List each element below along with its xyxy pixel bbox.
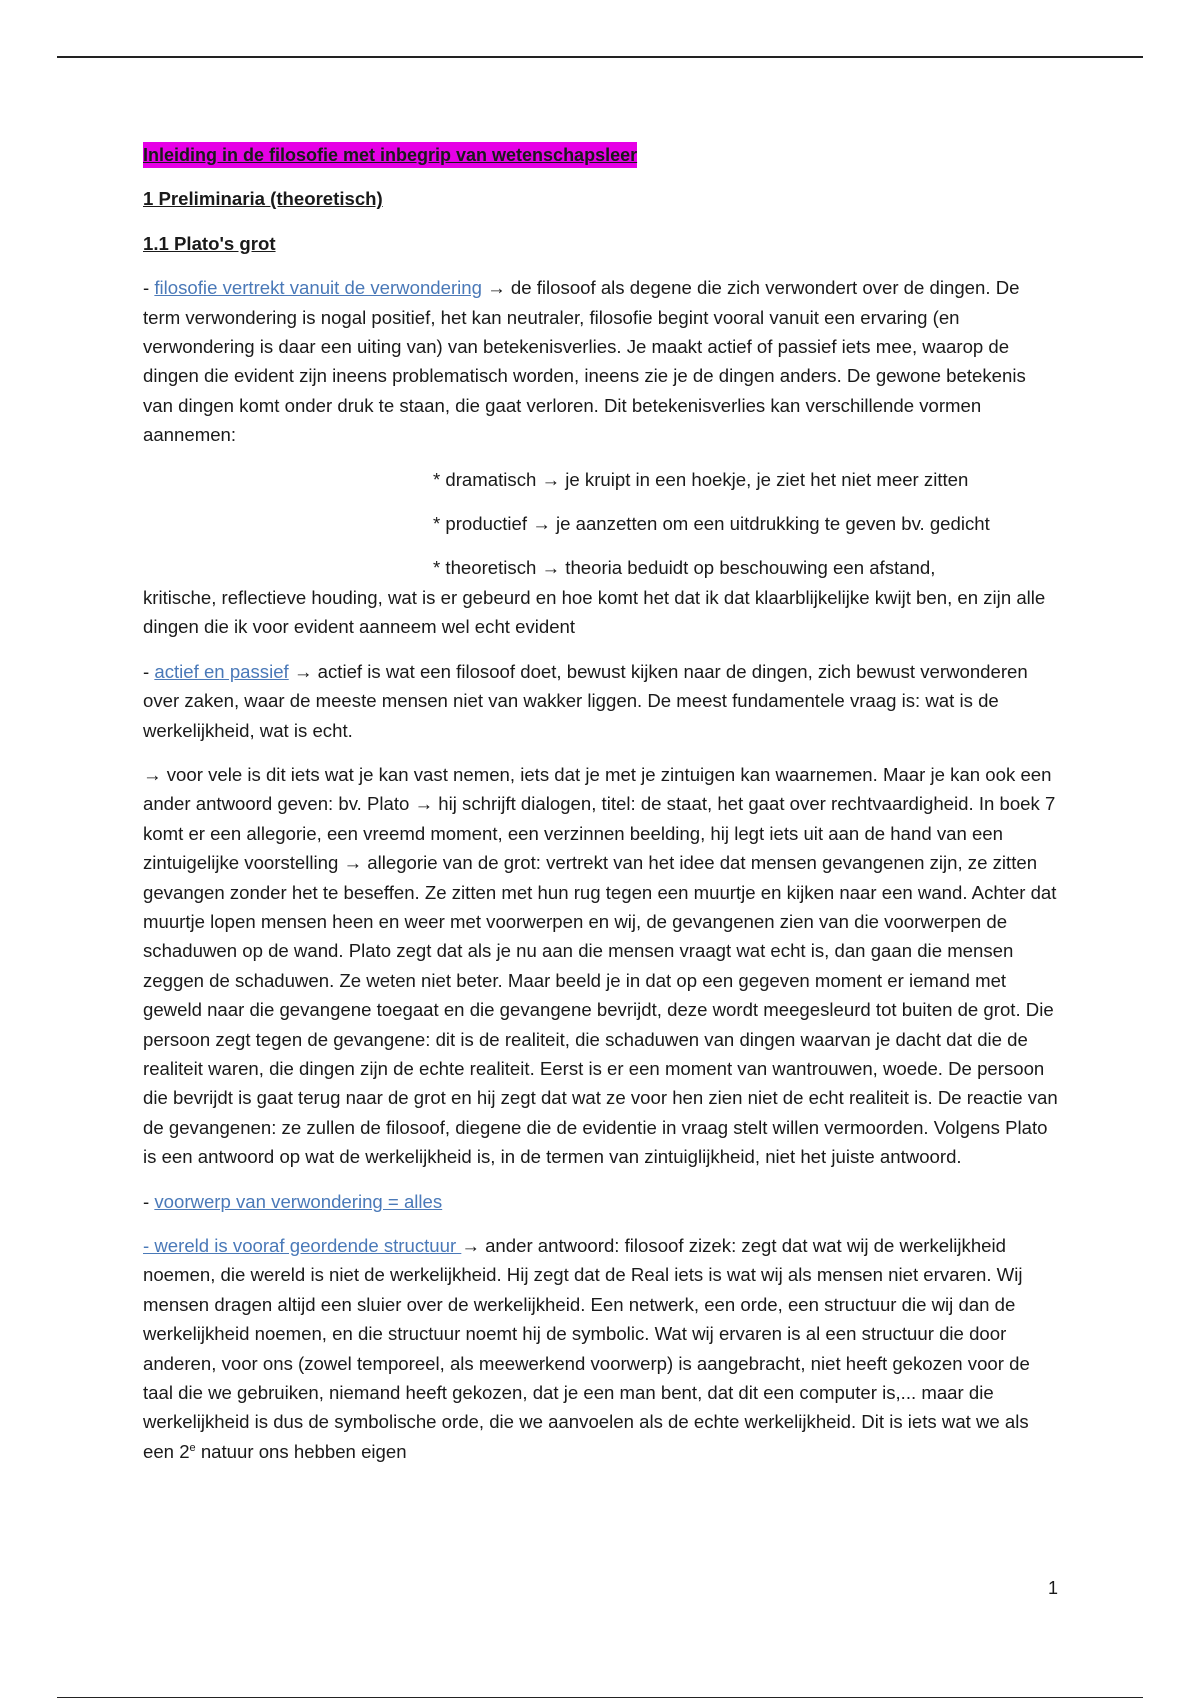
paragraph-5: - wereld is vooraf geordende structuur → ander antwoord: filosoof zizek: zegt dat wat wij de werkelijkheid noemen, die wereld is niet de werkelijkheid. Hij zegt dat de Real iets is wat wij als mensen niet ervaren. Wij mensen dragen altijd een sluier over de werkelijkheid. Een netwerk, een orde, een structuur die wij dan de werkelijkheid noemen, en die structuur noemt hij de symbolic. Wat wij ervaren is al een structuur die door anderen, voor ons (zowel temporeel, als meewerkend voorwerp) is aangebracht, niet heeft gekozen voor de taal die we gebruiken, niemand heeft gekozen, dat je een man bent, dat dit een computer is,... maar die werkelijkheid is dus de symbolische orde, die we aanvoelen als de echte werkelijkheid. Dit is iets wat we als een 2e natuur ons hebben eigen (143, 1235, 1030, 1462)
paragraph-3: → voor vele is dit iets wat je kan vast nemen, iets dat je met je zintuigen kan waarnemen. Maar je kan ook een ander antwoord geven: bv. Plato → hij schrijft dialogen, titel: de staat, het gaat over rechtvaardigheid. In boek 7 komt er een allegorie, een vreemd moment, een verzinnen beelding, hij legt iets uit aan de hand van een zintuigelijke voorstelling → allegorie van de grot: vertrekt van het idee dat mensen gevangenen zijn, ze zitten gevangen zonder het te beseffen. Ze zitten met hun rug tegen een muurtje en kijken naar een wand. Achter dat muurtje lopen mensen heen en weer met voorwerpen en wij, de gevangenen zien van die voorwerpen de schaduwen op de wand. Plato zegt dat als je nu aan die mensen vraagt wat echt is, dan gaan die mensen zeggen de schaduwen. Ze weten niet beter. Maar beeld je in dat op een gegeven moment er iemand met geweld naar die gevangene toegaat en die gevangene bevrijdt, deze wordt meegesleurd tot buiten de grot. Die persoon zegt tegen de gevangene: dit is de realiteit, die schaduwen van dingen waarvan je dacht dat die de realiteit waren, die dingen zijn de echte realiteit. Eerst is er een moment van wantrouwen, woede. De persoon die bevrijdt is gaat terug naar de grot en hij zegt dat wat ze voor hen zien niet de echt realiteit is. De reactie van de gevangenen: ze zullen de filosoof, diegene die de evidentie in vraag stelt willen vermoorden. Volgens Plato is een antwoord op wat de werkelijkheid is, in de termen van zintuiglijkheid, niet het juiste antwoord. (143, 763, 1058, 1168)
document-title: Inleiding in de filosofie met inbegrip van wetenschapsleer (143, 142, 637, 168)
header-rule (57, 56, 1143, 58)
page-number: 1 (1048, 1578, 1059, 1598)
bullet-productief: * productief → je aanzetten om een uitdrukking te geven bv. gedicht (433, 513, 990, 535)
document-body (143, 140, 1058, 1481)
link-verwondering[interactable]: filosofie vertrekt vanuit de verwondering (154, 277, 482, 299)
heading-1-1: 1.1 Plato's grot (143, 232, 276, 254)
bullet-theoretisch: * theoretisch → theoria beduidt op beschouwing een afstand, (433, 557, 936, 579)
paragraph-4: - voorwerp van verwondering = alles (143, 1190, 443, 1212)
link-wereld-structuur[interactable]: - wereld is vooraf geordende structuur (143, 1235, 462, 1256)
paragraph-1: - filosofie vertrekt vanuit de verwondering → de filosoof als degene die zich verwondert over de dingen. De term verwondering is nogal positief, het kan neutraler, filosofie begint vooral vanuit een ervaring (en verwondering is daar een uiting van) van betekenisverlies. Je maakt actief of passief iets mee, waarop de dingen die evident zijn ineens problematisch worden, ineens zie je de dingen anders. De gewone betekenis van dingen komt onder druk te staan, die gaat verloren. Dit betekenisverlies kan verschillende vormen aannemen: (143, 277, 1026, 446)
heading-1: 1 Preliminaria (theoretisch) (143, 188, 383, 210)
link-actief-passief[interactable]: actief en passief (154, 660, 289, 682)
link-voorwerp-verwondering[interactable]: voorwerp van verwondering = alles (154, 1190, 443, 1212)
paragraph-2: - actief en passief → actief is wat een filosoof doet, bewust kijken naar de dingen, zich bewust verwonderen over zaken, waar de meeste mensen niet van wakker liggen. De meest fundamentele vraag is: wat is de werkelijkheid, wat is echt. (143, 660, 1028, 741)
bullet-dramatisch: * dramatisch → je kruipt in een hoekje, je ziet het niet meer zitten (433, 468, 969, 490)
footer-rule (57, 1697, 1143, 1698)
paragraph-theoretisch-continued: kritische, reflectieve houding, wat is er gebeurd en hoe komt het dat ik dat klaarblijkelijke kwijt ben, en zijn alle dingen die ik voor evident aanneem wel echt evident (143, 586, 1046, 638)
